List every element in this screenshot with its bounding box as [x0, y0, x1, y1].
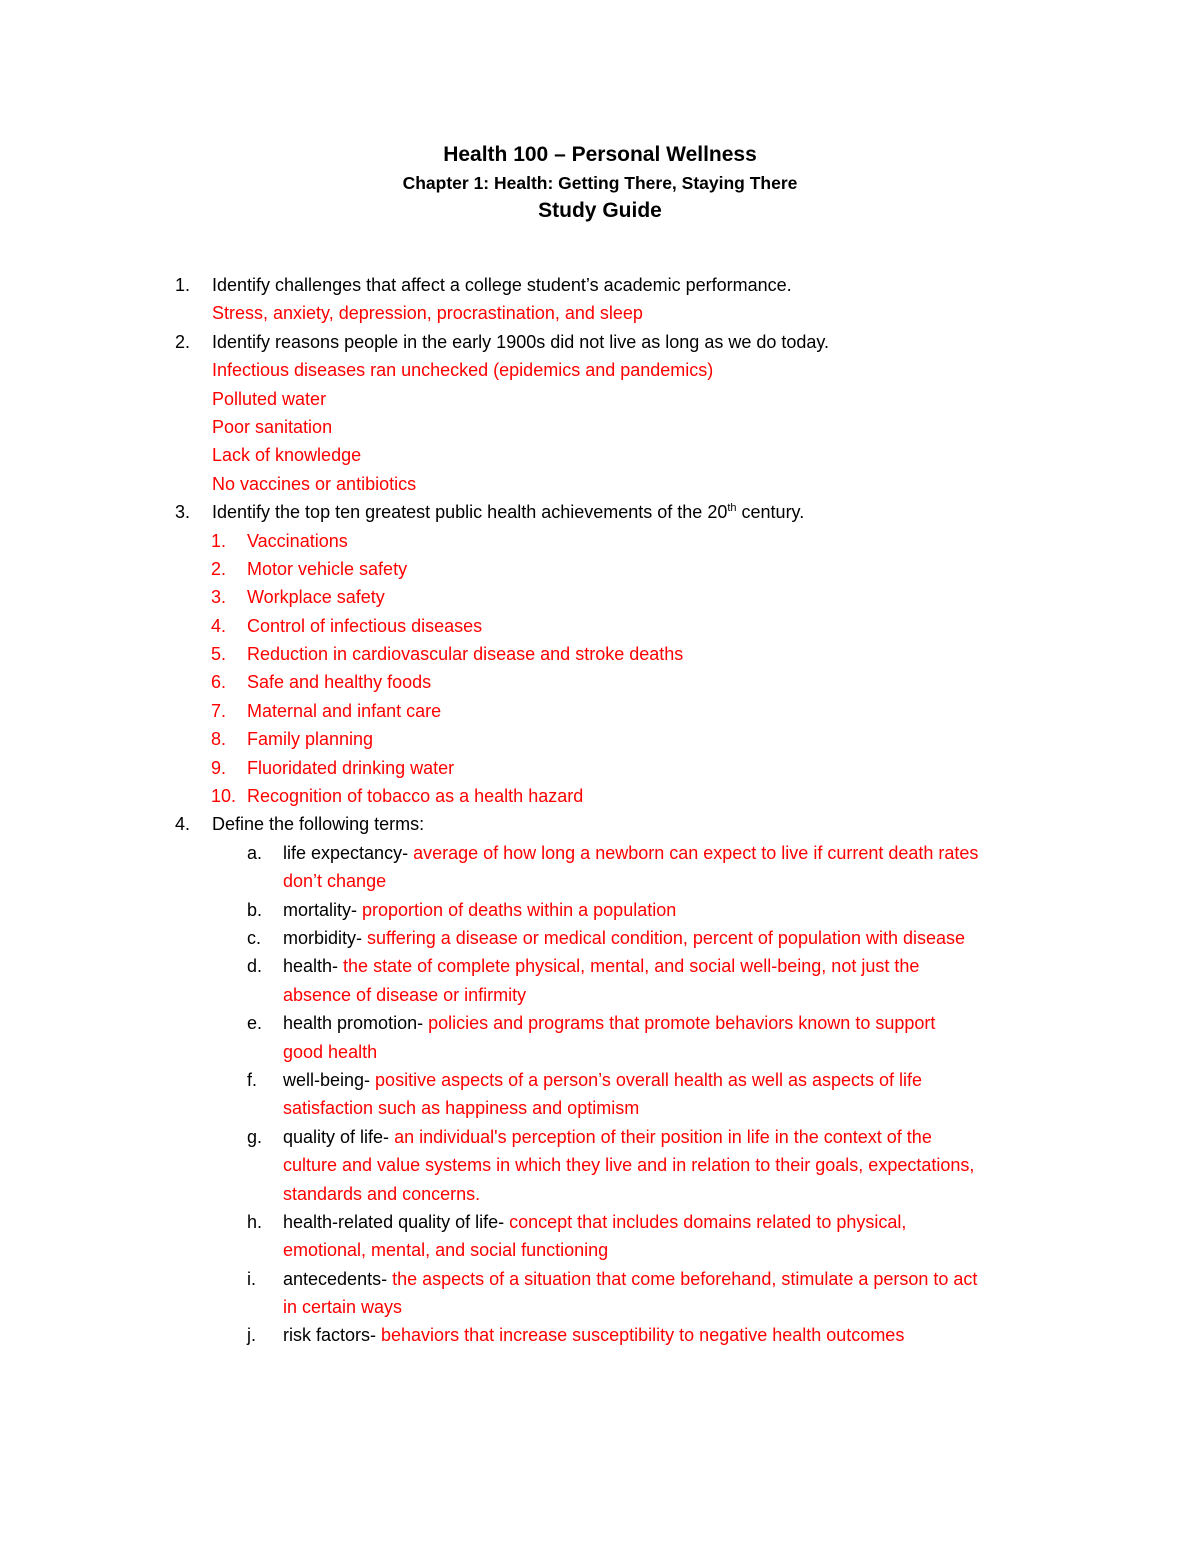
achievement-item [0, 640, 1200, 668]
term-definition: the aspects of a situation that come beforehand, stimulate a person to act [387, 1268, 978, 1289]
term-line [283, 924, 965, 952]
term-definition: suffering a disease or medical condition, percent of population with disease [362, 927, 966, 948]
achievement-item [0, 555, 1200, 583]
term-name: mortality- [283, 899, 358, 920]
question-3 [0, 498, 1200, 526]
question-text: Identify reasons people in the early 1900s did not live as long as we do today. [212, 331, 830, 352]
term-name: health- [283, 956, 339, 977]
term-continuation [0, 1038, 1200, 1066]
term-continuation [0, 867, 1200, 895]
term-definition: policies and programs that promote behaviors known to support [423, 1013, 936, 1034]
term-line [283, 1208, 906, 1236]
achievement-item [0, 583, 1200, 611]
answer-line [0, 385, 1200, 413]
answer-text: Polluted water [212, 388, 327, 409]
achievement-item [0, 754, 1200, 782]
answer-line [0, 441, 1200, 469]
term-line [283, 896, 676, 924]
document-title: Health 100 – Personal Wellness [443, 143, 757, 166]
item-text: Family planning [247, 729, 374, 750]
item-number: 4. [211, 615, 227, 636]
item-number: 5. [211, 644, 227, 665]
document-header [0, 141, 1200, 225]
term-definition: culture and value systems in which they live and in relation to their goals, expectations, [283, 1155, 975, 1176]
term-letter: g. [247, 1126, 263, 1147]
term-item [0, 1066, 1200, 1094]
term-name: risk factors- [283, 1325, 377, 1346]
item-number: 3. [211, 587, 227, 608]
term-letter: j. [247, 1325, 256, 1346]
term-letter: f. [247, 1069, 258, 1090]
term-line [283, 1321, 904, 1349]
term-name: well-being- [283, 1069, 371, 1090]
term-continuation [0, 1180, 1200, 1208]
term-definition: good health [283, 1041, 378, 1062]
term-item [0, 839, 1200, 867]
term-name: health-related quality of life- [283, 1211, 505, 1232]
question-number: 3. [175, 502, 191, 523]
term-item [0, 1265, 1200, 1293]
question-number: 4. [175, 814, 191, 835]
term-definition: concept that includes domains related to physical, [504, 1211, 907, 1232]
question-1 [0, 271, 1200, 299]
answer-text: No vaccines or antibiotics [212, 473, 417, 494]
answer-text: Lack of knowledge [212, 445, 362, 466]
term-definition: proportion of deaths within a population [357, 899, 677, 920]
question-text: Identify challenges that affect a college student’s academic performance. [212, 275, 792, 295]
term-letter: i. [247, 1268, 256, 1289]
item-number: 9. [211, 757, 227, 778]
term-letter: c. [247, 927, 262, 948]
term-name: morbidity- [283, 927, 363, 948]
item-text: Maternal and infant care [247, 700, 442, 721]
chapter-title: Chapter 1: Health: Getting There, Staying There [402, 173, 798, 193]
term-continuation [0, 1236, 1200, 1264]
term-definition: the state of complete physical, mental, and social well-being, not just the [338, 956, 920, 977]
item-number: 7. [211, 700, 227, 721]
term-item [0, 1321, 1200, 1349]
question-list [0, 271, 1200, 1350]
term-continuation [0, 1094, 1200, 1122]
answer-text: Infectious diseases ran unchecked (epidemics and pandemics) [212, 360, 714, 381]
term-definition: in certain ways [283, 1297, 403, 1318]
question-4 [0, 810, 1200, 838]
item-text: Recognition of tobacco as a health hazard [247, 786, 584, 807]
term-item [0, 1208, 1200, 1236]
question-2 [0, 328, 1200, 356]
term-name: antecedents- [283, 1268, 388, 1289]
term-continuation [0, 1293, 1200, 1321]
term-letter: b. [247, 899, 263, 920]
term-letter: d. [247, 956, 263, 977]
question-number: 2. [175, 331, 191, 352]
item-number: 10. [211, 786, 237, 807]
term-continuation [0, 1151, 1200, 1179]
answer-text: Poor sanitation [212, 416, 333, 437]
question-text-start: Identify the top ten greatest public health achievements of the 20 [212, 502, 728, 523]
term-item [0, 1009, 1200, 1037]
term-definition: standards and concerns. [283, 1183, 481, 1204]
answer-line [0, 413, 1200, 441]
term-letter: e. [247, 1013, 263, 1034]
item-number: 6. [211, 672, 227, 693]
item-number: 8. [211, 729, 227, 750]
term-line [283, 1066, 922, 1094]
achievement-item [0, 725, 1200, 753]
item-text: Workplace safety [247, 587, 385, 608]
item-text: Safe and healthy foods [247, 672, 432, 693]
term-definition: satisfaction such as happiness and optimism [283, 1098, 640, 1119]
term-line [283, 1265, 977, 1293]
term-name: quality of life- [283, 1126, 390, 1147]
term-line [283, 1009, 935, 1037]
term-line [283, 1123, 932, 1151]
item-text: Fluoridated drinking water [247, 757, 455, 778]
ordinal-suffix: th [727, 502, 737, 515]
achievement-item [0, 697, 1200, 725]
term-letter: h. [247, 1211, 263, 1232]
achievement-item [0, 527, 1200, 555]
item-text: Control of infectious diseases [247, 615, 483, 636]
term-definition: an individual's perception of their position in life in the context of the [389, 1126, 932, 1147]
term-item [0, 1123, 1200, 1151]
question-number: 1. [175, 275, 191, 295]
study-guide-title: Study Guide [538, 199, 662, 222]
term-line [283, 839, 978, 867]
answer-line [0, 470, 1200, 498]
achievement-item [0, 782, 1200, 810]
answer-line [0, 356, 1200, 384]
term-name: health promotion- [283, 1013, 424, 1034]
term-definition: positive aspects of a person’s overall health as well as aspects of life [370, 1069, 923, 1090]
answer-line [0, 299, 1200, 327]
term-item [0, 924, 1200, 952]
answer-text: Stress, anxiety, depression, procrastination, and sleep [212, 303, 643, 324]
item-number: 2. [211, 558, 227, 579]
term-definition: absence of disease or infirmity [283, 984, 527, 1005]
term-definition: don’t change [283, 871, 387, 892]
term-definition: average of how long a newborn can expect to live if current death rates [408, 842, 979, 863]
term-definition: behaviors that increase susceptibility to negative health outcomes [376, 1325, 905, 1346]
item-text: Vaccinations [247, 530, 348, 551]
achievement-item [0, 612, 1200, 640]
term-item [0, 952, 1200, 980]
item-text: Reduction in cardiovascular disease and stroke deaths [247, 644, 684, 665]
achievement-item [0, 668, 1200, 696]
term-line [283, 952, 919, 980]
item-text: Motor vehicle safety [247, 558, 408, 579]
item-number: 1. [211, 530, 227, 551]
term-letter: a. [247, 842, 263, 863]
term-continuation [0, 981, 1200, 1009]
question-text: Define the following terms: [212, 814, 425, 835]
term-definition: emotional, mental, and social functioning [283, 1240, 609, 1261]
question-text [212, 498, 804, 526]
term-name: life expectancy- [283, 842, 409, 863]
term-item [0, 896, 1200, 924]
question-text-end: century. [736, 502, 805, 523]
